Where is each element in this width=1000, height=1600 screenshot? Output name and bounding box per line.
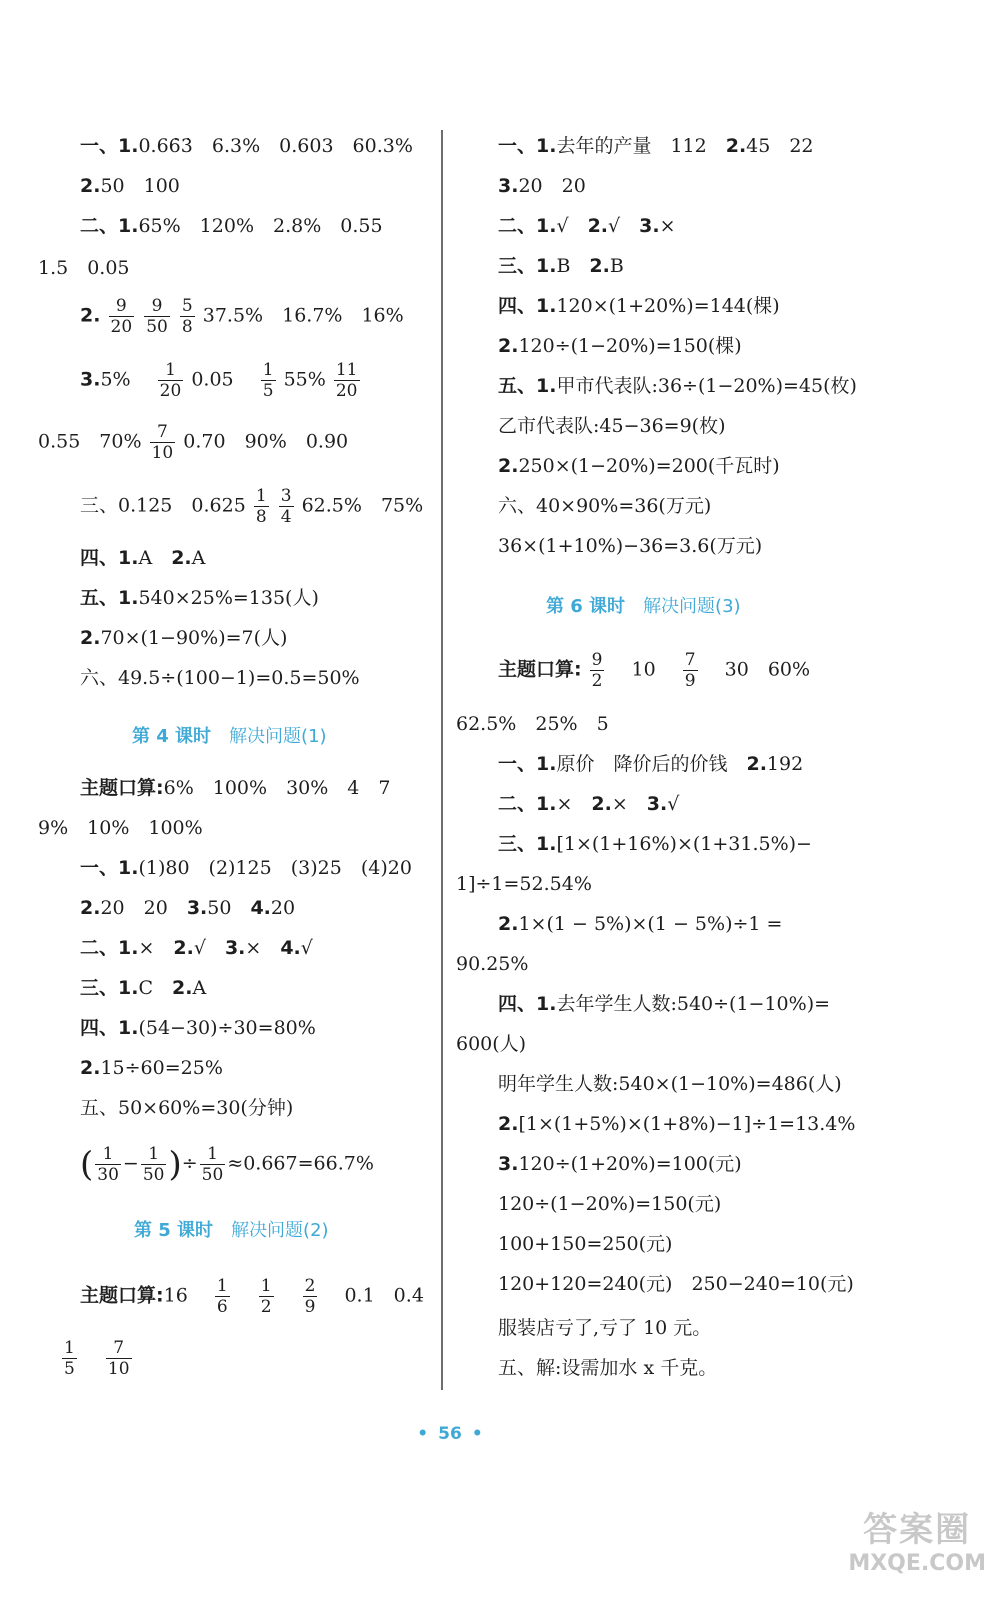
ans-r2: 3.20 20	[498, 175, 586, 197]
ans-l21: 五、50×60%=30(分钟)	[80, 1097, 294, 1119]
ans-l23: 主题口算:16 $\frac{1}{6}$ $\frac{1}{2}$ $\frac{2}{9}$ 0.1 0.4	[80, 1276, 424, 1317]
fraction: $\frac{1}{50}$	[201, 1144, 224, 1185]
section-heading-lesson-6: 第 6 课时 解决问题(3)	[546, 596, 741, 617]
fraction: $\frac{7}{9}$	[684, 650, 696, 691]
ans-r28: 服装店亏了,亏了 10 元。	[498, 1317, 712, 1339]
fraction: $\frac{7}{10}$	[151, 422, 174, 463]
fraction: $\frac{11}{20}$	[335, 360, 358, 401]
ans-l5: 2. $\frac{9}{20}$ $\frac{9}{50}$ $\frac{5}{8}$ 37.5% 16.7% 16%	[80, 296, 404, 337]
ans-r27: 120+120=240(元) 250−240=10(元)	[498, 1273, 854, 1295]
fraction: $\frac{1}{20}$	[159, 360, 182, 401]
fraction: $\frac{1}{50}$	[142, 1144, 165, 1185]
ans-r1: 一、1.去年的产量 112 2.45 22	[498, 135, 814, 157]
ans-r20: 四、1.去年学生人数:540÷(1−10%)=	[498, 993, 831, 1015]
fraction: $\frac{1}{6}$	[216, 1276, 228, 1317]
ans-r4: 三、1.B 2.B	[498, 255, 624, 277]
ans-r9: 2.250×(1−20%)=200(千瓦时)	[498, 455, 780, 477]
fraction: $\frac{9}{20}$	[110, 296, 133, 337]
ans-l7: 0.55 70% $\frac{7}{10}$ 0.70 90% 0.90	[38, 422, 349, 463]
ans-r5: 四、1.120×(1+20%)=144(棵)	[498, 295, 780, 317]
ans-r15: 二、1.× 2.× 3.√	[498, 793, 680, 815]
ans-l16: 2.20 20 3.50 4.20	[80, 897, 296, 919]
fraction: $\frac{3}{4}$	[280, 486, 292, 527]
fraction: $\frac{2}{9}$	[304, 1276, 316, 1317]
ans-l3: 二、1.65% 120% 2.8% 0.55	[80, 215, 383, 237]
ans-l18: 三、1.C 2.A	[80, 977, 207, 999]
ans-r24: 3.120÷(1+20%)=100(元)	[498, 1153, 742, 1175]
ans-r22: 明年学生人数:540×(1−10%)=486(人)	[498, 1073, 842, 1095]
ans-r7: 五、1.甲市代表队:36÷(1−20%)=45(枚)	[498, 375, 857, 397]
ans-r11: 36×(1+10%)−36=3.6(万元)	[498, 535, 763, 557]
ans-l13: 主题口算:6% 100% 30% 4 7	[80, 777, 391, 799]
fraction: $\frac{1}{5}$	[64, 1338, 75, 1379]
fraction: $\frac{1}{30}$	[97, 1144, 119, 1185]
fraction: $\frac{9}{2}$	[591, 650, 603, 691]
ans-l8: 三、0.125 0.625 $\frac{1}{8}$ $\frac{3}{4}$ 62.5% 75%	[80, 486, 424, 527]
ans-l11: 2.70×(1−90%)=7(人)	[80, 627, 288, 649]
fraction: $\frac{9}{50}$	[146, 296, 168, 337]
fraction: $\frac{1}{5}$	[262, 360, 274, 401]
ans-l19: 四、1.(54−30)÷30=80%	[80, 1017, 316, 1039]
ans-l15: 一、1.(1)80 (2)125 (3)25 (4)20	[80, 857, 412, 879]
ans-r13: 62.5% 25% 5	[456, 713, 609, 735]
ans-l24	[60, 1338, 134, 1379]
watermark-logo: 答案圈 MXQE.COM	[848, 1510, 986, 1576]
ans-r14: 一、1.原价 降价后的价钱 2.192	[498, 753, 804, 775]
column-divider	[441, 130, 443, 1390]
ans-r25: 120÷(1−20%)=150(元)	[498, 1193, 722, 1215]
ans-l6: 3.5% $\frac{1}{20}$ 0.05 $\frac{1}{5}$ 55% $\frac{11}{20}$	[80, 360, 358, 401]
ans-r8: 乙市代表队:45−36=9(枚)	[498, 415, 726, 437]
ans-r16: 三、1.[1×(1+16%)×(1+31.5%)−	[498, 833, 812, 855]
page-number: • 56 •	[417, 1424, 483, 1444]
ans-r21: 600(人)	[456, 1033, 527, 1055]
fraction: $\frac{5}{8}$	[181, 296, 193, 337]
ans-r17: 1]÷1=52.54%	[456, 873, 592, 895]
ans-r19: 90.25%	[456, 953, 529, 975]
ans-r29: 五、解:设需加水 x 千克。	[498, 1357, 718, 1379]
ans-r23: 2.[1×(1+5%)×(1+8%)−1]÷1=13.4%	[498, 1113, 856, 1135]
ans-r12: 主题口算: $\frac{9}{2}$ 10 $\frac{7}{9}$ 30 60%	[498, 650, 811, 691]
ans-r26: 100+150=250(元)	[498, 1233, 673, 1255]
ans-r3: 二、1.√ 2.√ 3.×	[498, 215, 676, 237]
ans-l4: 1.5 0.05	[38, 257, 130, 279]
ans-l12: 六、49.5÷(100−1)=0.5=50%	[80, 667, 360, 689]
fraction: $\frac{7}{10}$	[107, 1338, 130, 1379]
ans-r18: 2.1×(1 − 5%)×(1 − 5%)÷1 =	[498, 913, 783, 935]
ans-l10: 五、1.540×25%=135(人)	[80, 587, 319, 609]
ans-l22: ( $\frac{1}{30}$ − $\frac{1}{50}$ )÷ $\frac{1}{50}$ ≈0.667=66.7%	[80, 1144, 374, 1185]
ans-l14: 9% 10% 100%	[38, 817, 203, 839]
ans-r6: 2.120÷(1−20%)=150(棵)	[498, 335, 742, 357]
section-heading-lesson-5: 第 5 课时 解决问题(2)	[134, 1220, 329, 1241]
ans-l2: 2.50 100	[80, 175, 180, 197]
ans-l20: 2.15÷60=25%	[80, 1057, 223, 1079]
fraction: $\frac{1}{2}$	[260, 1276, 272, 1317]
ans-r10: 六、40×90%=36(万元)	[498, 495, 712, 517]
fraction: $\frac{1}{8}$	[255, 486, 267, 527]
ans-l9: 四、1.A 2.A	[80, 547, 206, 569]
section-heading-lesson-4: 第 4 课时 解决问题(1)	[132, 726, 327, 747]
ans-l1: 一、1.0.66̇3̇ 6.3% 0.603 60.3%	[80, 135, 413, 157]
ans-l17: 二、1.× 2.√ 3.× 4.√	[80, 937, 313, 959]
